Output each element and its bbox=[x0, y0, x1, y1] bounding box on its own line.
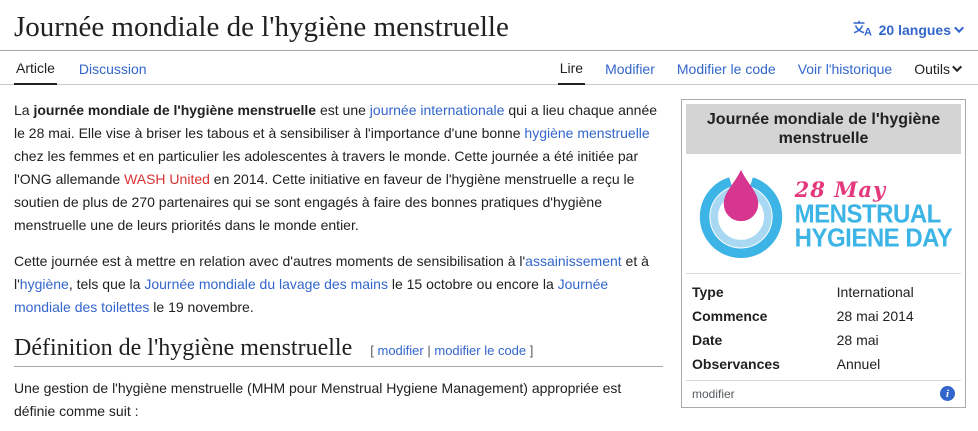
info-icon[interactable]: i bbox=[940, 386, 955, 401]
infobox-edit-link[interactable]: modifier bbox=[692, 386, 735, 401]
infobox-row-commence bbox=[686, 304, 961, 328]
article-link[interactable]: assainissement bbox=[525, 253, 622, 269]
infobox-row-value: 28 mai bbox=[836, 332, 879, 348]
section-heading-text: Définition de l'hygiène menstruelle bbox=[14, 335, 353, 361]
infobox-row-label: Commence bbox=[692, 308, 768, 324]
article-link[interactable]: Journée mondiale du lavage des mains bbox=[144, 276, 388, 292]
infobox bbox=[681, 99, 966, 408]
infobox-footer bbox=[686, 380, 961, 403]
tab-lire[interactable] bbox=[558, 51, 585, 85]
infobox-logo bbox=[686, 154, 961, 274]
infobox-row-date bbox=[686, 328, 961, 352]
page-title: Journée mondiale de l'hygiène menstruelle bbox=[14, 11, 509, 43]
tab-label: Modifier bbox=[605, 60, 655, 77]
logo-wordmark bbox=[794, 177, 953, 253]
infobox-row-label: Date bbox=[692, 332, 723, 348]
tab-label: Discussion bbox=[78, 60, 147, 77]
paragraph-intro: La journée mondiale de l'hygiène menstruelle est une journée internationale qui a lieu chaque année le 28 mai. Elle vise à briser les tabous et à sensibiliser à l'importance d'une bonne hygiène menstruelle chez les femmes et en particulier les adolescentes à travers le monde. Cette journée a été initiée par l'ONG allemande WASH United en 2014. Cette initiative en faveur de l'hygiène menstruelle a reçu le soutien de plus de 270 partenaires qui se sont engagés à faire des bonnes pratiques d'hygiène menstruelle une de leurs priorités dans le monde entier. bbox=[14, 102, 658, 233]
infobox-row-label: Type bbox=[692, 284, 724, 300]
tab-label: Outils bbox=[914, 60, 950, 77]
section-heading-definition bbox=[14, 335, 663, 367]
tab-bar bbox=[0, 51, 978, 85]
infobox-row-value: Annuel bbox=[836, 356, 881, 372]
article-link[interactable]: hygiène menstruelle bbox=[524, 125, 650, 141]
logo-date-text: 28 May bbox=[794, 177, 887, 202]
article-body bbox=[14, 99, 663, 431]
infobox-row-value: International bbox=[836, 284, 914, 300]
content-area bbox=[0, 85, 978, 431]
tab-label: Voir l'historique bbox=[797, 60, 893, 77]
page-header bbox=[0, 0, 978, 51]
svg-text:A: A bbox=[863, 26, 872, 36]
tab-outils[interactable] bbox=[912, 51, 964, 84]
separator: | bbox=[427, 343, 431, 358]
infobox-row-type bbox=[686, 280, 961, 304]
tab-article[interactable] bbox=[14, 51, 57, 85]
tabs-left bbox=[14, 51, 169, 84]
chevron-down-icon bbox=[954, 23, 964, 33]
bracket: ] bbox=[529, 343, 534, 358]
tab-label: Modifier le code bbox=[676, 60, 776, 77]
chevron-down-icon bbox=[952, 62, 962, 72]
infobox-rows bbox=[686, 274, 961, 380]
tab-modifier[interactable] bbox=[603, 51, 657, 84]
infobox-row-observances bbox=[686, 352, 961, 376]
menstrual-hygiene-day-drop-icon bbox=[695, 166, 787, 263]
tabs-right bbox=[540, 51, 964, 84]
article-link[interactable]: Journée mondiale des toilettes bbox=[14, 276, 609, 315]
article-link[interactable]: journée internationale bbox=[369, 102, 505, 118]
edit-section-links bbox=[370, 343, 533, 358]
article-link[interactable]: WASH United bbox=[124, 171, 210, 187]
bold-text: journée mondiale de l'hygiène menstruelle bbox=[33, 102, 317, 118]
tab-modifier-le-code[interactable] bbox=[675, 51, 778, 84]
tab-discussion[interactable] bbox=[77, 51, 149, 84]
edit-link[interactable]: modifier bbox=[377, 343, 424, 358]
infobox-row-label: Observances bbox=[692, 356, 780, 372]
tab-label: Lire bbox=[559, 60, 584, 76]
logo-line1: MENSTRUAL bbox=[794, 199, 941, 229]
languages-button[interactable] bbox=[852, 20, 964, 39]
paragraph-definition: Une gestion de l'hygiène menstruelle (MHM pour Menstrual Hygiene Management) appropriée est définie comme suit : bbox=[14, 380, 622, 419]
bracket: [ bbox=[370, 343, 374, 358]
edit-code-link[interactable]: modifier le code bbox=[434, 343, 527, 358]
paragraph-related-days: Cette journée est à mettre en relation avec d'autres moments de sensibilisation à l'assainissement et à l'hygiène, tels que la Journée mondiale du lavage des mains le 15 octobre ou encore la Journée mondiale des toilettes le 19 novembre. bbox=[14, 253, 649, 315]
languages-label: 20 langues bbox=[878, 21, 951, 38]
translate-icon bbox=[852, 20, 873, 39]
logo-line2: HYGIENE DAY bbox=[794, 223, 953, 253]
infobox-row-value: 28 mai 2014 bbox=[836, 308, 914, 324]
tab-label: Article bbox=[16, 60, 55, 76]
tab-voir-l-historique[interactable] bbox=[796, 51, 895, 84]
infobox-title: Journée mondiale de l'hygiène menstruelle bbox=[686, 104, 961, 154]
article-link[interactable]: hygiène bbox=[19, 276, 69, 292]
